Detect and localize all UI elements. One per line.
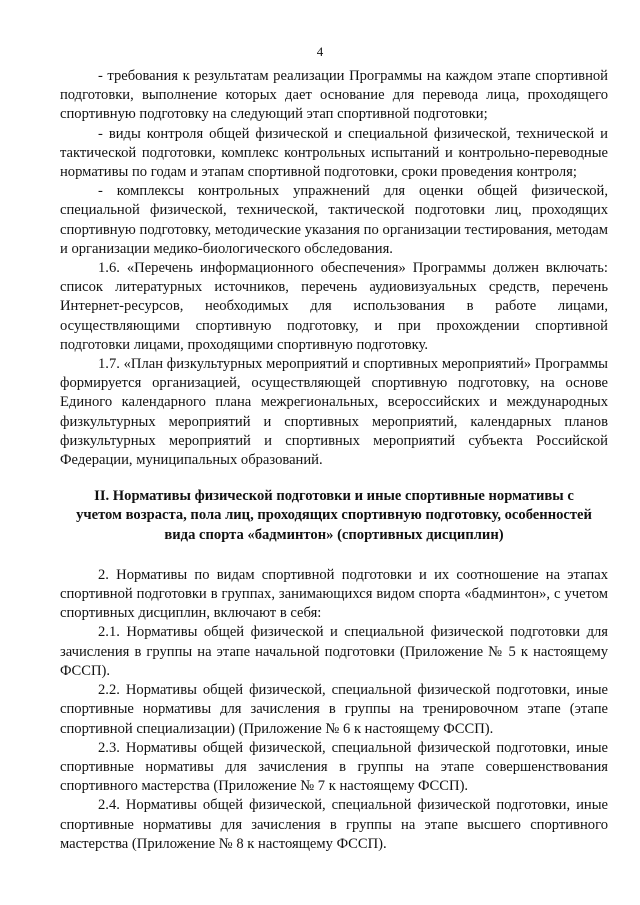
section-title: II. Нормативы физической подготовки и иные спортивные нормативы с учетом возраста, пола лиц, проходящих спортивную подготовку, особенностей вида спорта «бадминтон» (спортивных дисциплин) <box>76 488 592 543</box>
page-number: 4 <box>316 44 324 59</box>
paragraph-2-3: 2.3. Нормативы общей физической, специальной физической подготовки, иные спортивные нормативы для зачисления в группы на этапе совершенствования спортивного мастерства (Приложение № 7 к настоящему ФССП). <box>60 739 608 795</box>
paragraph-1-7: 1.7. «План физкультурных мероприятий и спортивных мероприятий» Программы формируется организацией, осуществляющей спортивную подготовку, на основе Единого календарного плана межрегиональных, всероссийских и международных физкультурных мероприятий и спортивных мероприятий, календарных планов физкультурных мероприятий и спортивных мероприятий субъекта Российской Федерации, муниципальных образований. <box>60 356 608 469</box>
document-body <box>60 67 608 854</box>
paragraph-2-2: 2.2. Нормативы общей физической, специальной физической подготовки, иные спортивные нормативы для зачисления в группы на тренировочном этапе (этапе спортивной специализации) (Приложение № 6 к настоящему ФССП). <box>60 682 608 737</box>
paragraph-exercise-complexes: - комплексы контрольных упражнений для оценки общей физической, специальной физической, технической, тактической подготовки лиц, проходящих спортивную подготовку, методические указания по организации тестирования, методам и организации медико-биологического обследования. <box>60 183 608 257</box>
paragraph-2-4: 2.4. Нормативы общей физической, специальной физической подготовки, иные спортивные нормативы для зачисления в группы на этапе высшего спортивного мастерства (Приложение № 8 к настоящему ФССП). <box>60 797 608 852</box>
paragraph-control-types: - виды контроля общей физической и специальной физической, технической и тактической подготовки, комплекс контрольных испытаний и контрольно-переводные нормативы по годам и этапам спортивной подготовки, сроки проведения контроля; <box>60 125 608 181</box>
paragraph-2: 2. Нормативы по видам спортивной подготовки и их соотношение на этапах спортивной подготовки в группах, занимающихся видом спорта «бадминтон», с учетом спортивных дисциплин, включают в себя: <box>60 566 608 622</box>
paragraph-requirements: - требования к результатам реализации Программы на каждом этапе спортивной подготовки, выполнение которых дает основание для перевода лица, проходящего спортивную подготовку на следующий этап спортивной подготовки; <box>60 68 608 123</box>
paragraph-2-1: 2.1. Нормативы общей физической и специальной физической подготовки для зачисления в группы на этапе начальной подготовки (Приложение № 5 к настоящему ФССП). <box>60 624 608 679</box>
paragraph-1-6: 1.6. «Перечень информационного обеспечения» Программы должен включать: список литературных источников, перечень аудиовизуальных средств, перечень Интернет-ресурсов, необходимых для использования в работе лицами, осуществляющими спортивную подготовку, и при прохождении спортивной подготовки лицами, проходящими спортивную подготовку. <box>60 260 608 353</box>
